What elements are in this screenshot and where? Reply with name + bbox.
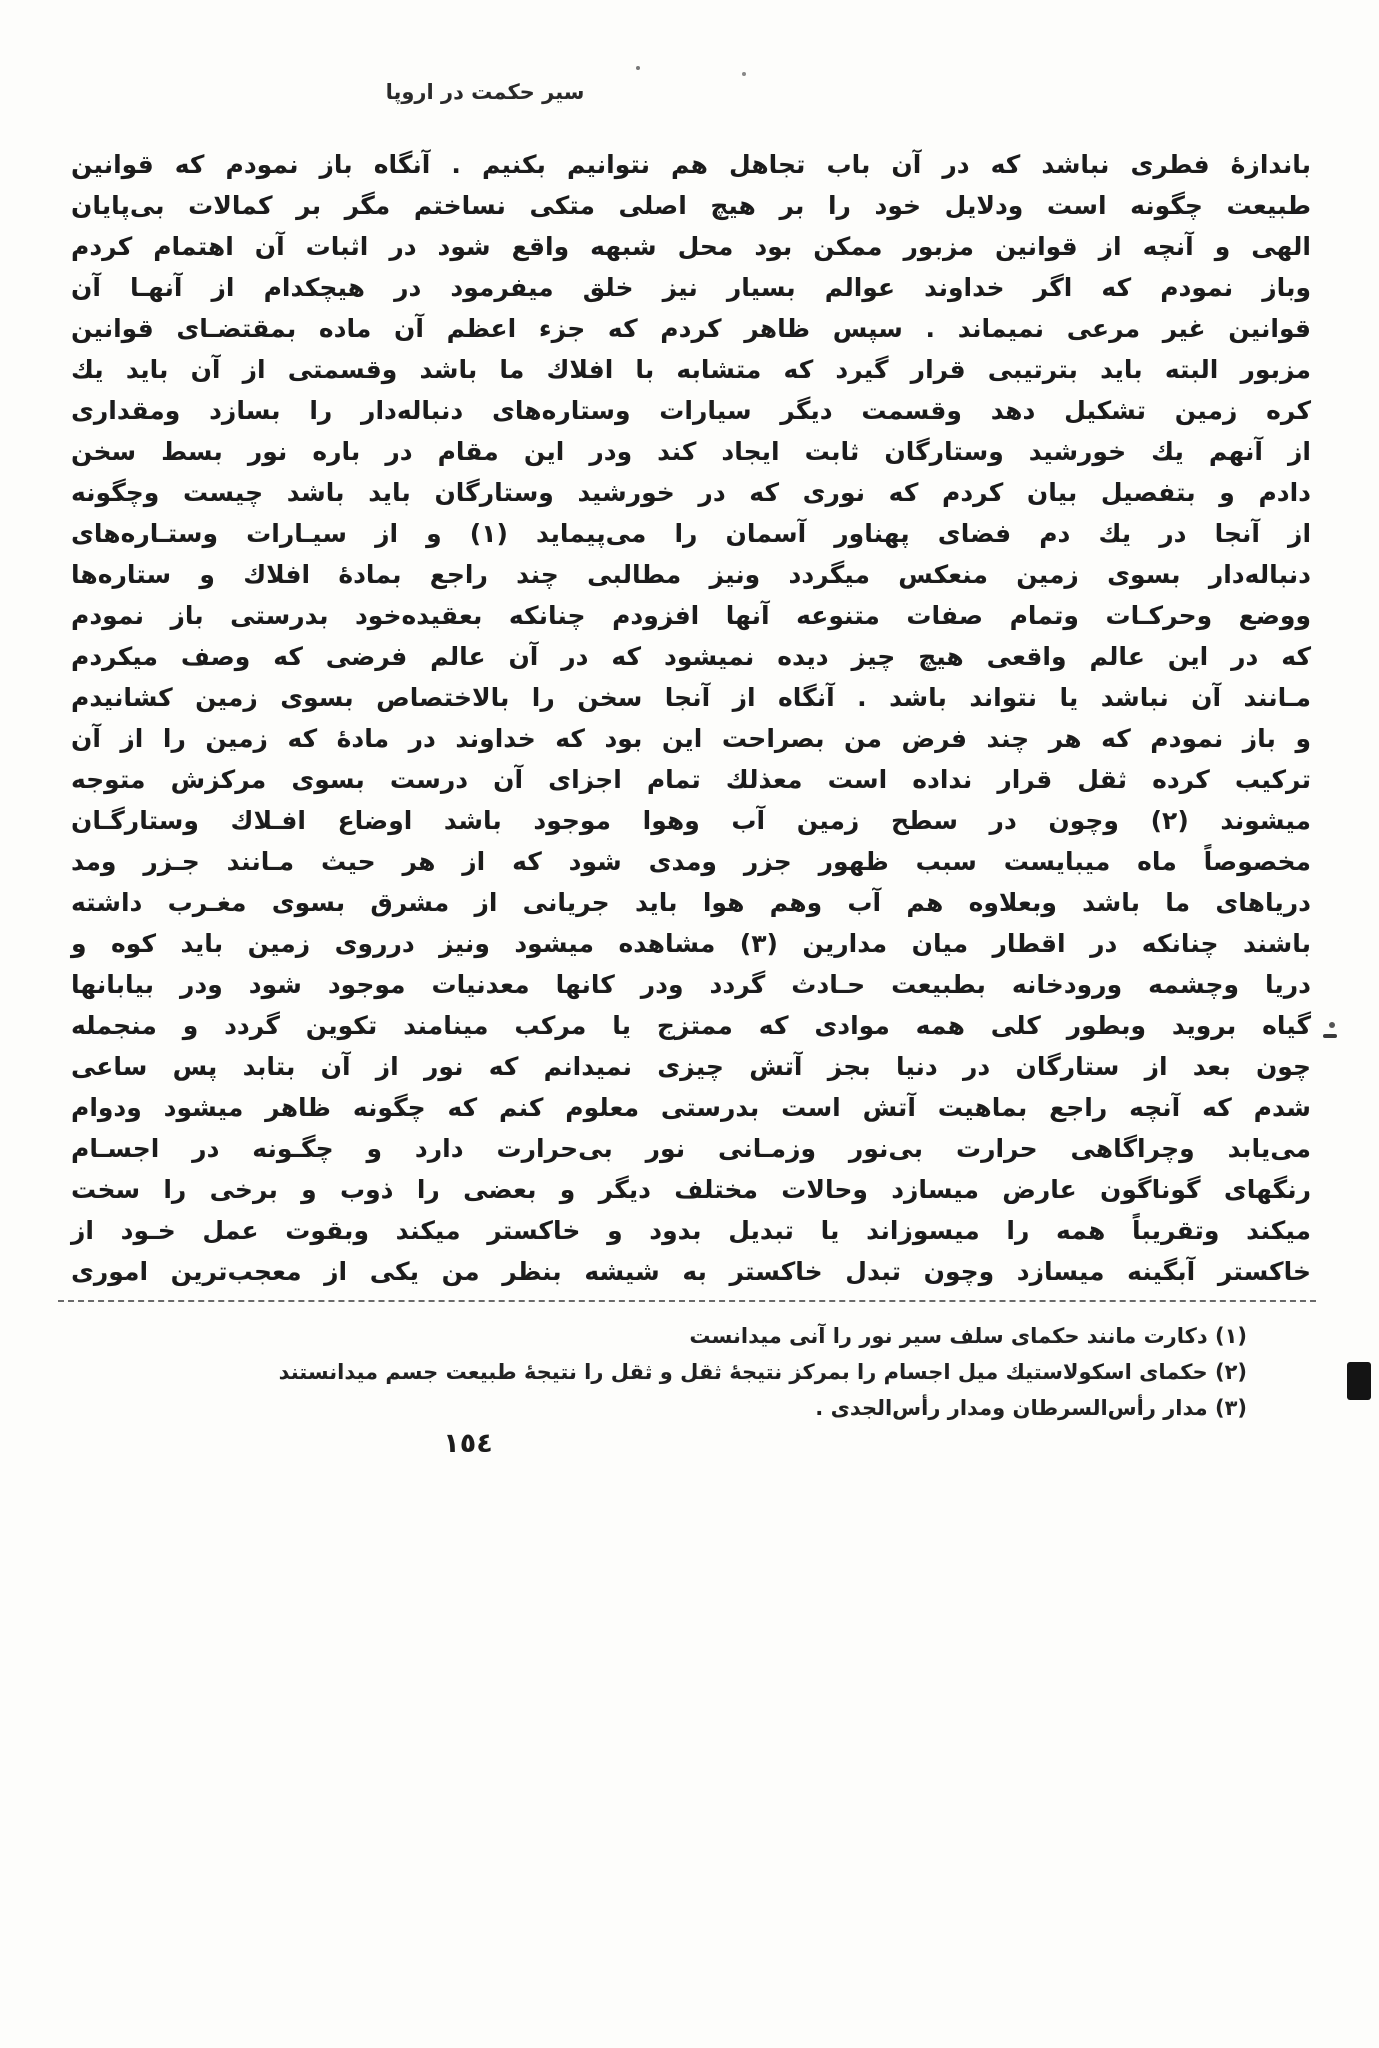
body-line: میکند وتقریباً همه را میسوزاند یا تبدیل بدود و خاکستر میکند وبقوت عمل خـود از xyxy=(71,1216,1311,1245)
footnotes xyxy=(32,1318,1247,1426)
footnote-separator xyxy=(58,1300,1316,1302)
body-line: گیاه بروید وبطور کلی همه موادی که ممتزج یا مرکب مینامند تکوین گردد و منجمله xyxy=(71,1011,1311,1040)
body-line: میشوند (۲) وچون در سطح زمین آب وهوا موجود باشد اوضاع افـلاك وستارگـان xyxy=(71,806,1311,835)
body-line: دادم و بتفصیل بیان کردم که نوری که در خورشید وستارگان باید باشد چیست وچگونه xyxy=(71,478,1311,507)
body-line: شدم که آنچه راجع بماهیت آتش است بدرستی معلوم کنم که چگونه ظاهر میشود ودوام xyxy=(71,1093,1311,1122)
body-line: باندازهٔ فطری نباشد که در آن باب تجاهل هم نتوانیم بکنیم . آنگاه باز نمودم که قوانین xyxy=(71,150,1311,179)
body-line: خاکستر آبگینه میسازد وچون تبدل خاکستر به شیشه بنظر من یکی از معجب‌ترین اموری xyxy=(71,1257,1311,1286)
body-line: از آنهم یك خورشید وستارگان ثابت ایجاد کند ودر این مقام در باره نور بسط سخن xyxy=(71,437,1311,466)
body-line: مخصوصاً ماه میبایست سبب ظهور جزر ومدی شود که از هر حیث مـانند جـزر ومد xyxy=(71,847,1311,876)
footnote-line: (۱) دکارت مانند حکمای سلف سیر نور را آنی میدانست xyxy=(689,1324,1247,1348)
scan-artifact-dash xyxy=(1323,1034,1337,1038)
body-line: قوانین غیر مرعی نمیماند . سپس ظاهر کردم که جزء اعظم آن ماده بمقتضـای قوانین xyxy=(71,314,1311,343)
body-line: ترکیب کرده ثقل قرار نداده است معذلك تمام اجزای آن درست بسوی مرکزش متوجه xyxy=(71,765,1311,794)
body-line: از آنجا در یك دم فضای پهناور آسمان را می‌پیماید (۱) و از سیـارات وستـاره‌های xyxy=(71,519,1312,548)
body-line: باشند چنانکه در اقطار میان مدارین (۳) مشاهده میشود ونیز درروی زمین باید کوه و xyxy=(71,929,1311,958)
body-line: الهی و آنچه از قوانین مزبور ممکن بود محل شبهه واقع شود در اثبات آن اهتمام کردم xyxy=(71,232,1311,261)
body-line: دنباله‌دار بسوی زمین منعکس میگردد ونیز مطالبی چند راجع بمادهٔ افلاك و ستاره‌ها xyxy=(71,560,1311,589)
body-line: مـانند آن نباشد یا نتواند باشد . آنگاه از آنجا سخن را بالاختصاص بسوی زمین کشانیدم xyxy=(71,683,1311,712)
page-number: ١٥٤ xyxy=(443,1428,493,1459)
body-line: می‌یابد وچراگاهی حرارت بی‌نور وزمـانی نور بی‌حرارت دارد و چگـونه در اجسـام xyxy=(71,1134,1311,1163)
footnote-line: (۲) حکمای اسکولاستیك میل اجسام را بمرکز نتیجهٔ ثقل و ثقل را نتیجهٔ طبیعت جسم میدانستند xyxy=(278,1360,1247,1384)
body-line: وباز نمودم که اگر خداوند عوالم بسیار نیز خلق میفرمود در هیچکدام از آنهـا آن xyxy=(71,273,1311,302)
body-line: دریا وچشمه ورودخانه بطبیعت حـادث گردد ودر کانها معدنیات موجود شود ودر بیابانها xyxy=(71,970,1311,999)
body-text xyxy=(71,144,1311,1292)
body-line: مزبور البته باید بترتیبی قرار گیرد که متشابه با افلاك ما باشد وقسمتی از آن باید یك xyxy=(71,355,1311,384)
body-line: چون بعد از ستارگان در دنیا بجز آتش چیزی نمیدانم که نور از آن بتابد پس ساعی xyxy=(71,1052,1311,1081)
body-line: که در این عالم واقعی هیچ چیز دیده نمیشود که در آن عالم فرضی که وصف میکردم xyxy=(71,642,1311,671)
scan-artifact-dot xyxy=(742,72,746,76)
page-header-title: سیر حکمت در اروپا xyxy=(385,80,585,104)
body-line: و باز نمودم که هر چند فرض من بصراحت این بود که خداوند در مادهٔ که زمین را از آن xyxy=(71,724,1311,753)
scan-artifact-blob xyxy=(1347,1362,1371,1400)
body-line: کره زمین تشکیل دهد وقسمت دیگر سیارات وستاره‌های دنباله‌دار را بسازد ومقداری xyxy=(71,396,1311,425)
body-line: طبیعت چگونه است ودلایل خود را بر هیچ اصلی متکی نساختم مگر بر کمالات بی‌پایان xyxy=(71,191,1311,220)
footnote-line: (۳) مدار رأس‌السرطان ومدار رأس‌الجدی . xyxy=(815,1396,1247,1420)
body-line: رنگهای گوناگون عارض میسازد وحالات مختلف دیگر و بعضی را ذوب و برخی را سخت xyxy=(71,1175,1311,1204)
scan-artifact-dot xyxy=(1329,1022,1335,1028)
body-line: ووضع وحرکـات وتمام صفات متنوعه آنها افزودم چنانکه بعقیده‌خود بدرستی باز نمودم xyxy=(71,601,1311,630)
body-line: دریاهای ما باشد وبعلاوه هم آب وهم هوا باید جریانی از مشرق بسوی مغـرب داشته xyxy=(71,888,1311,917)
scan-artifact-dot xyxy=(636,66,640,70)
